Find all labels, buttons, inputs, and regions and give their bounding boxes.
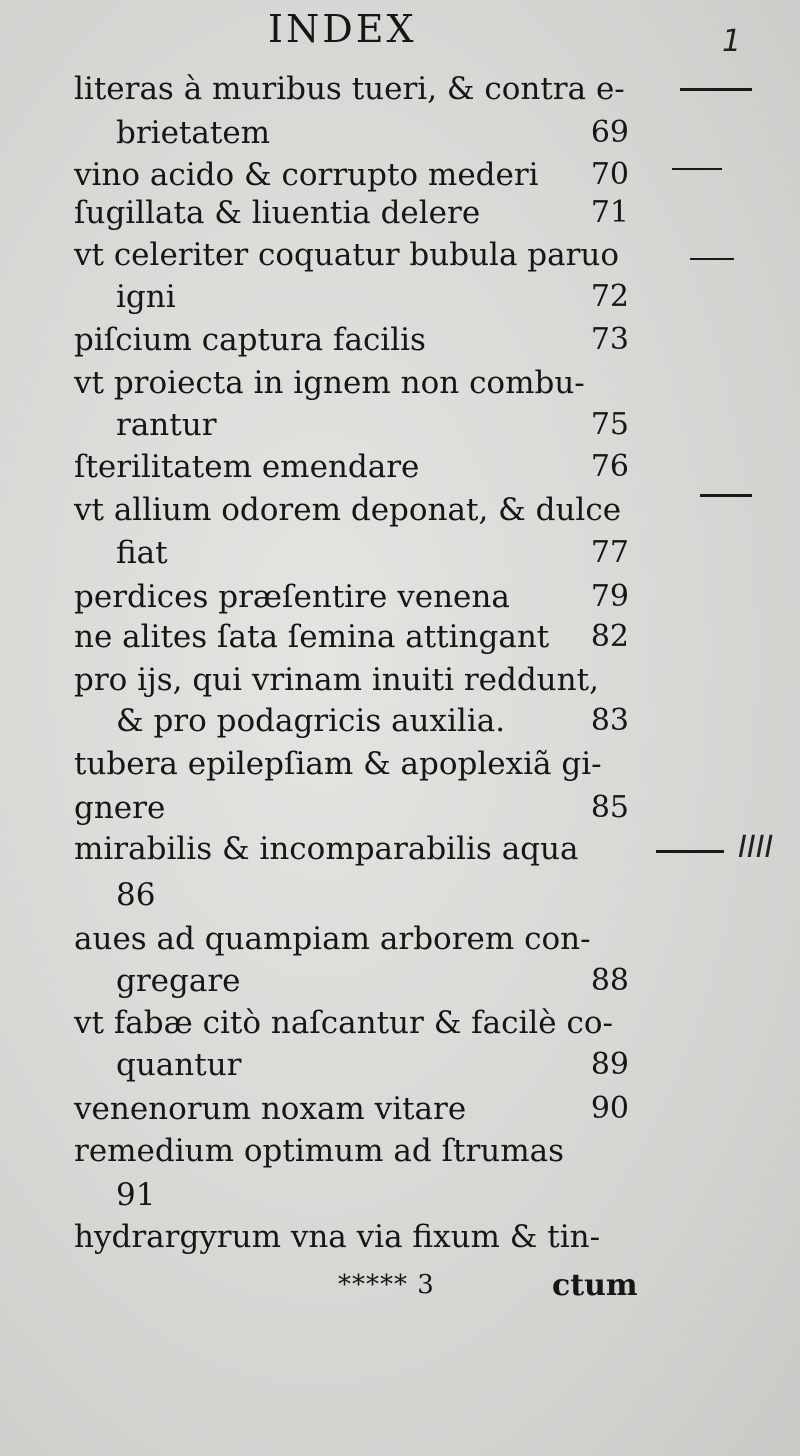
- page-number: 89: [590, 1047, 629, 1082]
- index-entry-line: [74, 790, 629, 826]
- index-entry-line: [74, 921, 629, 957]
- entry-text: perdices præſentire venena: [74, 579, 510, 615]
- page-number: 70: [590, 157, 629, 192]
- entry-text: ne alites ſata ſemina attingant: [74, 619, 550, 655]
- page-number: 73: [590, 322, 629, 357]
- index-entry-line: [74, 365, 629, 401]
- index-entry-line: [74, 449, 629, 485]
- index-entry-line: [74, 237, 629, 273]
- entry-text: vt celeriter coquatur bubula paruo: [74, 237, 620, 273]
- entry-text: ſterilitatem emendare: [74, 449, 420, 485]
- entry-text: tubera epilepſiam & apoplexiã gi-: [74, 746, 602, 782]
- index-entry-line: [116, 963, 629, 999]
- entry-text: brietatem: [116, 115, 271, 151]
- index-entry-line: [74, 662, 629, 698]
- index-entry-line: [116, 877, 629, 913]
- entry-text: gregare: [116, 963, 241, 999]
- page-number: 88: [590, 963, 629, 998]
- entry-text: pro ijs, qui vrinam inuiti reddunt,: [74, 662, 599, 698]
- entry-text: aues ad quampiam arborem con-: [74, 921, 591, 957]
- entry-page-inline: 86: [116, 877, 156, 913]
- index-entry-line: [116, 279, 629, 315]
- page-number: 77: [590, 535, 629, 570]
- page-number: 83: [590, 703, 629, 738]
- entry-text: & pro podagricis auxilia.: [116, 703, 506, 739]
- entry-text: vt allium odorem deponat, & dulce: [74, 492, 622, 528]
- entry-text: vt fabæ citò naſcantur & facilè co-: [74, 1005, 613, 1041]
- index-entry-line: [116, 115, 629, 151]
- page-header: INDEX: [268, 7, 417, 51]
- index-entry-line: [74, 1091, 629, 1127]
- page-number: 72: [590, 279, 629, 314]
- page-number: 90: [590, 1091, 629, 1126]
- page-number: 75: [590, 407, 629, 442]
- entry-text: fiat: [116, 535, 168, 571]
- entry-text: rantur: [116, 407, 217, 443]
- index-entry-line: [116, 535, 629, 571]
- entry-text: remedium optimum ad ſtrumas: [74, 1133, 565, 1169]
- page-number: 76: [590, 449, 629, 484]
- index-entry-line: [116, 1047, 629, 1083]
- margin-dash: [656, 850, 724, 853]
- index-entry-line: [74, 157, 629, 193]
- entry-text: hydrargyrum vna via fixum & tin-: [74, 1219, 601, 1255]
- entry-text: vino acido & corrupto mederi: [74, 157, 539, 193]
- index-entry-line: [116, 1177, 629, 1213]
- margin-dash: [700, 494, 752, 497]
- page-number: 85: [590, 790, 629, 825]
- catchword: ctum: [552, 1268, 638, 1303]
- page-number: 71: [590, 195, 629, 230]
- index-entry-line: [116, 407, 629, 443]
- index-entry-line: [74, 1133, 629, 1169]
- entry-text: igni: [116, 279, 176, 315]
- index-entry-line: [74, 71, 629, 107]
- entry-text: mirabilis & incomparabilis aqua: [74, 831, 579, 867]
- entry-text: vt proiecta in ignem non combu-: [74, 365, 585, 401]
- entry-text: venenorum noxam vitare: [74, 1091, 467, 1127]
- page-number: 69: [590, 115, 629, 150]
- entry-text: gnere: [74, 790, 166, 826]
- entry-text: piſcium captura facilis: [74, 322, 426, 358]
- entry-text: ſugillata & liuentia delere: [74, 195, 481, 231]
- index-entry-line: [74, 746, 629, 782]
- margin-dash: [690, 258, 734, 260]
- index-entry-line: [74, 1219, 629, 1255]
- margin-tally-mark: IIII: [738, 830, 774, 865]
- index-entry-line: [74, 619, 629, 655]
- index-entry-line: [74, 195, 629, 231]
- margin-note-number: 1: [722, 24, 742, 59]
- margin-dash: [680, 88, 752, 91]
- index-entry-line: [116, 703, 629, 739]
- entry-text: quantur: [116, 1047, 242, 1083]
- index-entry-line: [74, 492, 629, 528]
- index-entry-line: [74, 1005, 629, 1041]
- margin-dash: [672, 168, 722, 170]
- page-number: 82: [590, 619, 629, 654]
- index-entry-line: [74, 579, 629, 615]
- page-number: 79: [590, 579, 629, 614]
- index-entry-line: [74, 322, 629, 358]
- entry-page-inline: 91: [116, 1177, 156, 1213]
- entry-text: literas à muribus tueri, & contra e-: [74, 71, 625, 107]
- index-entry-line: [74, 831, 629, 867]
- signature-mark: ***** 3: [338, 1270, 435, 1300]
